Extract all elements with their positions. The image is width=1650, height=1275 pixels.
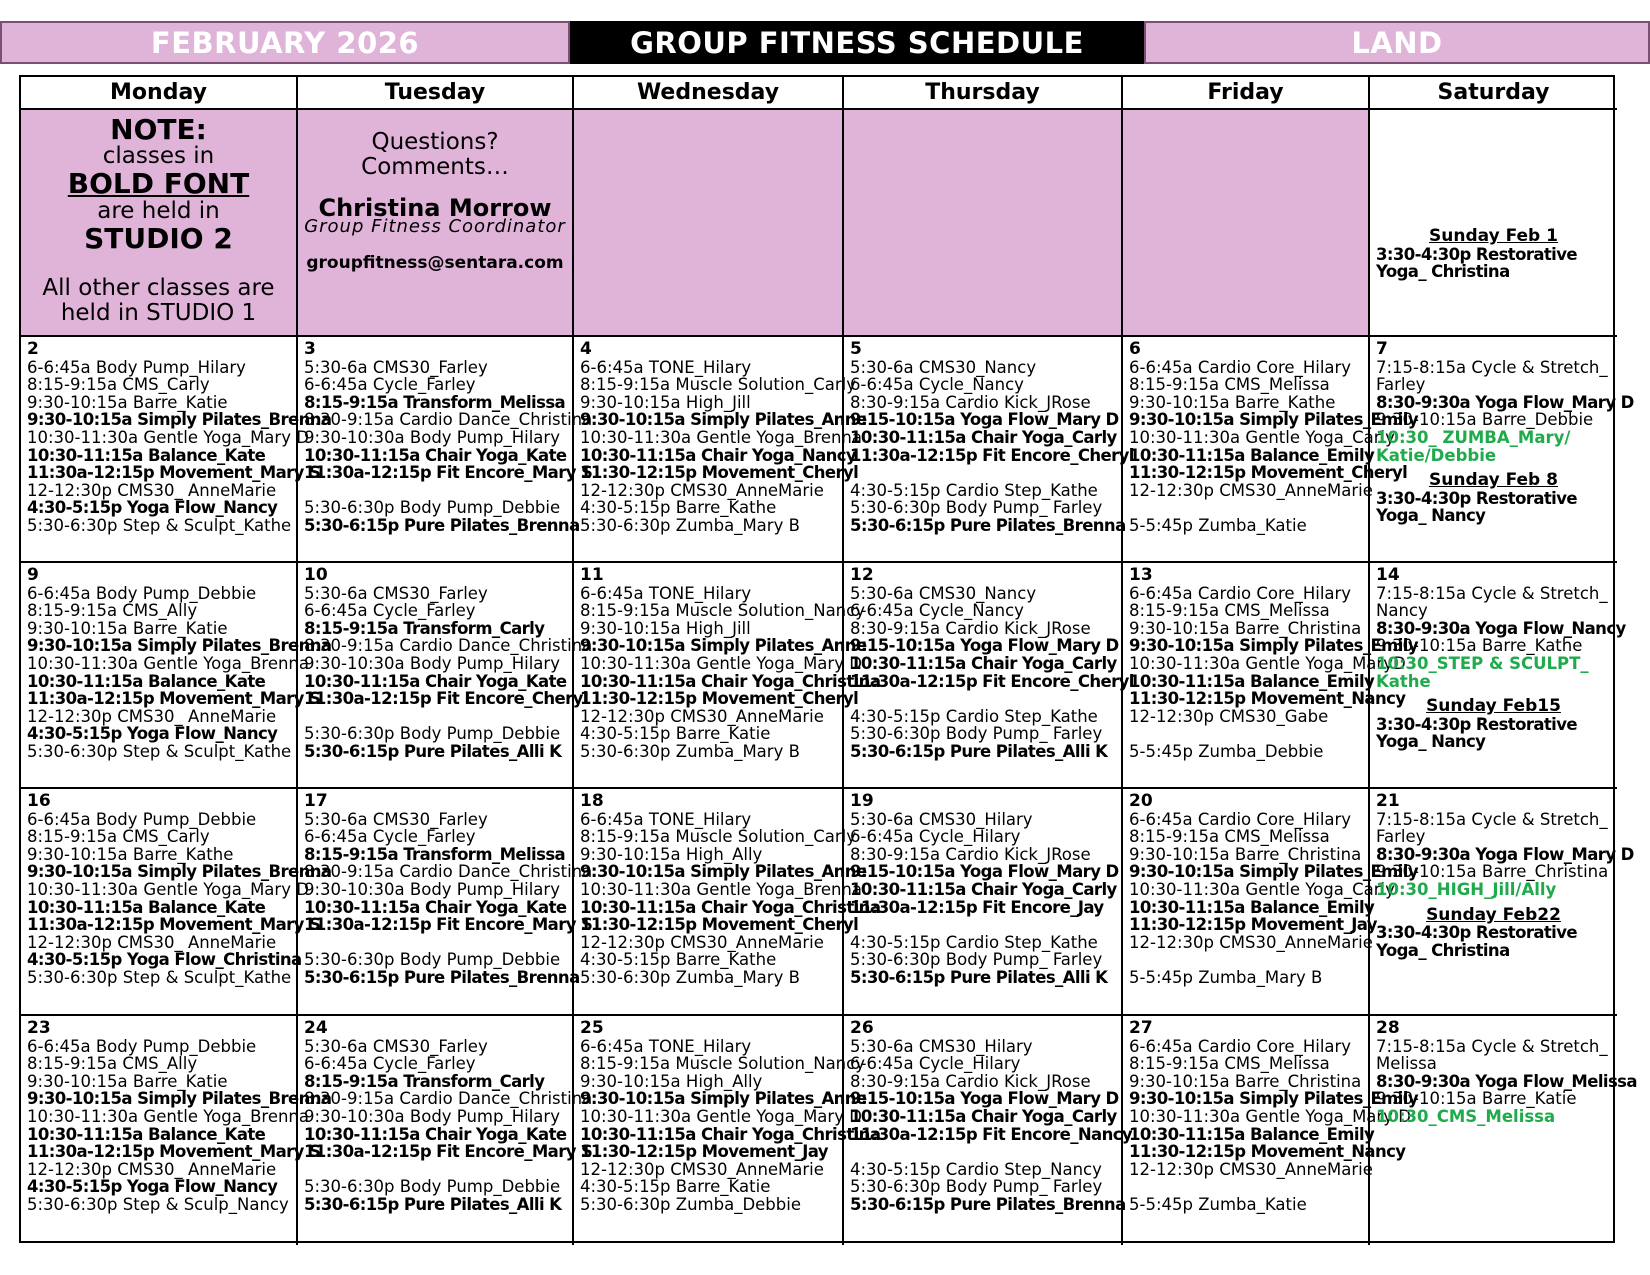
class-entry: 11:30a-12:15p Fit Encore_Mary S: [304, 915, 593, 935]
class-entry: 5:30-6a CMS30_Hilary: [850, 1036, 1033, 1056]
class-entry: 10:30-11:15a Balance_Emily: [1129, 897, 1375, 917]
class-entry: 6-6:45a Cycle_Hilary: [850, 827, 1021, 847]
class-entry: 10:30-11:15a Chair Yoga_Christina: [580, 1124, 881, 1144]
class-entry: 10:30-11:15a Chair Yoga_Christina: [580, 897, 881, 917]
class-entry: 8:30-9:15a Cardio Dance_Christina: [304, 636, 593, 656]
class-entry: 6-6:45a Body Pump_Hilary: [27, 357, 246, 377]
note-bold-font: BOLD FONT: [67, 167, 250, 200]
class-entry: 10:30-11:15a Balance_Emily: [1129, 1124, 1375, 1144]
sunday-heading: Sunday Feb15: [1426, 696, 1561, 717]
class-entry: 11:30-12:15p Movement_Cheryl: [1129, 463, 1408, 483]
class-entry: 5:30-6:30p Step & Sculpt_Kathe: [27, 741, 292, 761]
day-header-saturday: Saturday: [1370, 77, 1617, 110]
class-entry: 8:15-9:15a CMS_Melissa: [1129, 1054, 1330, 1074]
location-banner: LAND: [1144, 21, 1650, 64]
class-entry: 11:30-12:15p Movement_Cheryl: [580, 915, 859, 935]
class-entry: 10:30-11:15a Chair Yoga_Nancy: [580, 445, 857, 465]
class-entry: 5:30-6:30p Body Pump_ Farley: [850, 724, 1103, 744]
spacer: [850, 464, 1115, 482]
class-entry: 6-6:45a Cycle_Nancy: [850, 375, 1024, 395]
class-entry: 9:15-10:15a Yoga Flow_Mary D: [850, 636, 1119, 656]
class-entry: 5:30-6:15p Pure Pilates_Alli K: [850, 741, 1108, 761]
day-header-monday: Monday: [21, 77, 298, 110]
class-entry: 5:30-6:30p Body Pump_Debbie: [304, 498, 561, 518]
sunday-class: 3:30-4:30p Restorative Yoga_ Christina: [1376, 244, 1577, 282]
class-entry: 10:30-11:15a Balance_Kate: [27, 897, 266, 917]
day-cell: [844, 337, 1134, 563]
class-entry: 9:30-10:30a Body Pump_Hilary: [304, 879, 560, 899]
class-entry: 10:30-11:15a Balance_Emily: [1129, 445, 1375, 465]
class-entry: Farley: [1376, 827, 1426, 847]
class-entry: 10:30-11:30a Gentle Yoga_Carly: [1129, 879, 1395, 899]
class-entry: 4:30-5:15p Barre_Katie: [580, 724, 771, 744]
class-entry: 8:15-9:15a CMS_Melissa: [1129, 601, 1330, 621]
class-entry: 8:15-9:15a Muscle Solution_Carly: [580, 827, 856, 847]
day-number: 27: [1129, 1018, 1153, 1038]
day-number: 3: [304, 339, 316, 359]
spacer: [304, 1161, 566, 1179]
class-entry: 11:30-12:15p Movement_Jay: [580, 1142, 828, 1162]
note-line1: classes in: [102, 143, 215, 169]
class-entry: 8:15-9:15a Muscle Solution_Nancy: [580, 601, 865, 621]
class-entry: 10:30_HIGH_Jill/Ally: [1376, 879, 1557, 899]
class-entry: 6-6:45a TONE_Hilary: [580, 583, 752, 603]
class-entry: 4:30-5:15p Barre_Kathe: [580, 950, 777, 970]
sunday-heading: Sunday Feb 8: [1429, 470, 1558, 491]
class-entry: 12-12:30p CMS30_ AnneMarie: [27, 706, 277, 726]
class-entry: 8:15-9:15a Transform_Melissa: [304, 392, 566, 412]
class-entry: 9:30-10:15a Barre_Kathe: [1129, 392, 1336, 412]
class-entry: Kathe: [1376, 671, 1431, 691]
class-entry: 10:30-11:15a Chair Yoga_Carly: [850, 427, 1117, 447]
day-cell: [1370, 337, 1634, 563]
class-entry: 4:30-5:15p Yoga Flow_Nancy: [27, 498, 278, 518]
class-entry: 5:30-6a CMS30_Farley: [304, 583, 488, 603]
class-entry: 5:30-6:30p Step & Sculp_Nancy: [27, 1194, 289, 1214]
class-entry: 4:30-5:15p Barre_Kathe: [580, 498, 777, 518]
sunday-heading: Sunday Feb22: [1426, 904, 1561, 925]
class-entry: 9:30-10:15a Simply Pilates_Emily: [1129, 636, 1419, 656]
class-entry: 9:30-10:15a Barre_Kathe: [27, 844, 234, 864]
class-entry: 9:30-10:30a Body Pump_Hilary: [304, 653, 560, 673]
class-entry: 4:30-5:15p Cardio Step_Kathe: [850, 932, 1098, 952]
class-entry: 5:30-6:30p Step & Sculpt_Kathe: [27, 515, 292, 535]
class-entry: 11:30a-12:15p Fit Encore_Cheryl: [850, 445, 1134, 465]
class-entry: 12-12:30p CMS30_AnneMarie: [1129, 932, 1373, 952]
class-entry: 5:30-6a CMS30_Nancy: [850, 357, 1037, 377]
coordinator-role: Group Fitness Coordinator: [304, 215, 566, 237]
class-entry: 5:30-6:30p Step & Sculpt_Kathe: [27, 967, 292, 987]
class-entry: 5-5:45p Zumba_Katie: [1129, 515, 1307, 535]
class-entry: 10:30-11:30a Gentle Yoga_Mary D: [27, 879, 309, 899]
class-entry: 9:30-10:15a Simply Pilates_Brenna: [27, 636, 332, 656]
sunday-class: 3:30-4:30p Restorative Yoga_ Nancy: [1376, 488, 1577, 526]
day-number: 13: [1129, 565, 1153, 585]
day-header-thursday: Thursday: [844, 77, 1123, 110]
day-number: 18: [580, 791, 604, 811]
day-cell: [21, 337, 332, 563]
empty-cell-friday: [1123, 110, 1370, 337]
class-entry: 5:30-6:15p Pure Pilates_Alli K: [304, 741, 562, 761]
class-entry: 11:30a-12:15p Fit Encore_Mary S: [304, 1142, 593, 1162]
class-entry: 9:30-10:15a Barre_Katie: [27, 618, 228, 638]
class-entry: 11:30a-12:15p Movement_Mary S: [27, 463, 321, 483]
class-entry: 5:30-6:30p Zumba_Mary B: [580, 967, 800, 987]
class-entry: 6-6:45a Cardio Core_Hilary: [1129, 583, 1352, 603]
schedule-grid: [19, 75, 1637, 1243]
day-number: 5: [850, 339, 862, 359]
class-entry: 9:30-10:15a Barre_Katie: [27, 392, 228, 412]
class-entry: 4:30-5:15p Cardio Step_Kathe: [850, 706, 1098, 726]
day-number: 17: [304, 791, 328, 811]
class-entry: Melissa: [1376, 1054, 1437, 1074]
class-entry: 12-12:30p CMS30_AnneMarie: [580, 1159, 824, 1179]
class-entry: 11:30a-12:15p Movement_Mary S: [27, 689, 321, 709]
day-cell: [574, 337, 867, 563]
day-number: 21: [1376, 791, 1400, 811]
day-number: 20: [1129, 791, 1153, 811]
spacer: [1129, 499, 1362, 517]
class-entry: 8:30-9:15a Cardio Dance_Christina: [304, 862, 593, 882]
class-entry: 12-12:30p CMS30_AnneMarie: [580, 932, 824, 952]
class-entry: 6-6:45a Cardio Core_Hilary: [1129, 357, 1352, 377]
class-entry: 8:15-9:15a CMS_Ally: [27, 1054, 198, 1074]
class-entry: 8:15-9:15a CMS_Ally: [27, 601, 198, 621]
class-entry: 6-6:45a Cycle_Farley: [304, 601, 476, 621]
class-entry: 10:30-11:15a Balance_Kate: [27, 671, 266, 691]
class-entry: 8:15-9:15a CMS_Melissa: [1129, 375, 1330, 395]
class-entry: 11:30a-12:15p Fit Encore_Mary S: [304, 463, 593, 483]
class-entry: 5:30-6a CMS30_Farley: [304, 357, 488, 377]
class-entry: 7:15-8:15a Cycle & Stretch_: [1376, 357, 1608, 377]
class-entry: 10:30-11:15a Balance_Kate: [27, 445, 266, 465]
class-entry: 4:30-5:15p Yoga Flow_Nancy: [27, 1177, 278, 1197]
class-entry: 12-12:30p CMS30_AnneMarie: [580, 706, 824, 726]
spacer: [850, 690, 1115, 708]
class-entry: 8:30-9:15a Cardio Kick_JRose: [850, 1071, 1091, 1091]
class-entry: 11:30a-12:15p Movement_Mary S: [27, 1142, 321, 1162]
class-entry: 9:30-10:15a Simply Pilates_Anne: [580, 862, 867, 882]
class-entry: 8:30-9:15a Cardio Kick_JRose: [850, 618, 1091, 638]
class-entry: 10:30_STEP & SCULPT_: [1376, 653, 1589, 673]
day-number: 11: [580, 565, 604, 585]
class-entry: 12-12:30p CMS30_ AnneMarie: [27, 480, 277, 500]
class-entry: 8:30-9:15a Cardio Kick_JRose: [850, 392, 1091, 412]
class-entry: 8:15-9:15a Muscle Solution_Carly: [580, 375, 856, 395]
class-entry: 6-6:45a TONE_Hilary: [580, 1036, 752, 1056]
month-banner: FEBRUARY 2026: [0, 21, 570, 64]
class-entry: 9:30-10:15a Barre_Debbie: [1376, 410, 1594, 430]
class-entry: 9:30-10:15a High_Ally: [580, 844, 763, 864]
class-entry: 5-5:45p Zumba_Debbie: [1129, 741, 1324, 761]
class-entry: 12-12:30p CMS30_Gabe: [1129, 706, 1329, 726]
class-entry: 9:30-10:15a Barre_Christina: [1129, 618, 1362, 638]
empty-cell-wednesday: [574, 110, 844, 337]
class-entry: 5:30-6:30p Body Pump_Debbie: [304, 724, 561, 744]
class-entry: 10:30-11:30a Gentle Yoga_Mary D: [580, 653, 862, 673]
class-entry: 10:30-11:30a Gentle Yoga_Brenna: [580, 879, 862, 899]
class-entry: 5:30-6:30p Body Pump_Debbie: [304, 1177, 561, 1197]
day-number: 7: [1376, 339, 1388, 359]
day-cell: [844, 1016, 1133, 1245]
spacer: [304, 934, 566, 952]
class-entry: 4:30-5:15p Yoga Flow_Nancy: [27, 724, 278, 744]
class-entry: 9:30-10:15a Barre_Katie: [27, 1071, 228, 1091]
day-number: 2: [27, 339, 39, 359]
class-entry: 10:30-11:30a Gentle Yoga_Carly: [1129, 427, 1395, 447]
class-entry: 6-6:45a Cycle_Farley: [304, 827, 476, 847]
class-entry: 6-6:45a TONE_Hilary: [580, 809, 752, 829]
class-entry: 4:30-5:15p Cardio Step_Nancy: [850, 1159, 1102, 1179]
class-entry: 10:30-11:15a Chair Yoga_Carly: [850, 653, 1117, 673]
class-entry: 12-12:30p CMS30_ AnneMarie: [27, 1159, 277, 1179]
coordinator-name: Christina Morrow: [318, 194, 552, 222]
class-entry: 5:30-6:15p Pure Pilates_Brenna: [304, 515, 580, 535]
class-entry: 6-6:45a Body Pump_Debbie: [27, 1036, 257, 1056]
class-entry: 5:30-6:30p Zumba_Mary B: [580, 741, 800, 761]
class-entry: 8:15-9:15a Transform_Melissa: [304, 844, 566, 864]
class-entry: 5:30-6:30p Body Pump_ Farley: [850, 950, 1103, 970]
class-entry: Farley: [1376, 375, 1426, 395]
class-entry: 9:30-10:15a High_Jill: [580, 392, 751, 412]
class-entry: 5-5:45p Zumba_Katie: [1129, 1194, 1307, 1214]
day-number: 4: [580, 339, 592, 359]
contact-info: [298, 110, 574, 337]
class-entry: 7:15-8:15a Cycle & Stretch_: [1376, 809, 1608, 829]
day-number: 28: [1376, 1018, 1400, 1038]
class-entry: 5:30-6:30p Zumba_Debbie: [580, 1194, 801, 1214]
class-entry: 8:30-9:30a Yoga Flow_Nancy: [1376, 618, 1626, 638]
class-entry: 9:30-10:15a High_Jill: [580, 618, 751, 638]
class-entry: 9:30-10:15a Simply Pilates_Anne: [580, 1089, 867, 1109]
class-entry: 5:30-6:15p Pure Pilates_Alli K: [304, 1194, 562, 1214]
class-entry: 9:30-10:15a Simply Pilates_Emily: [1129, 410, 1419, 430]
class-entry: 9:15-10:15a Yoga Flow_Mary D: [850, 1089, 1119, 1109]
sunday-class: 3:30-4:30p Restorative Yoga_ Nancy: [1376, 714, 1577, 752]
class-entry: 11:30a-12:15p Fit Encore_Jay: [850, 897, 1104, 917]
class-entry: 8:15-9:15a Transform_Carly: [304, 618, 545, 638]
day-cell: [21, 563, 332, 789]
class-entry: 8:30-9:15a Cardio Dance_Christina: [304, 1089, 593, 1109]
class-entry: 8:15-9:15a Muscle Solution_Nancy: [580, 1054, 865, 1074]
class-entry: 10:30-11:30a Gentle Yoga_MaryD: [1129, 653, 1406, 673]
sunday-heading: Sunday Feb 1: [1429, 226, 1558, 246]
class-entry: 5:30-6:30p Body Pump_ Farley: [850, 1177, 1103, 1197]
day-header-tuesday: Tuesday: [298, 77, 574, 110]
day-cell: [298, 337, 593, 563]
class-entry: 9:30-10:15a Simply Pilates_Emily: [1129, 1089, 1419, 1109]
class-entry: 10:30-11:15a Balance_Emily: [1129, 671, 1375, 691]
class-entry: 5:30-6:30p Body Pump_Debbie: [304, 950, 561, 970]
class-entry: 6-6:45a Cycle_Hilary: [850, 1054, 1021, 1074]
class-entry: 9:30-10:15a Simply Pilates_Anne: [580, 410, 867, 430]
class-entry: 9:15-10:15a Yoga Flow_Mary D: [850, 410, 1119, 430]
class-entry: 11:30-12:15p Movement_Nancy: [1129, 689, 1406, 709]
class-entry: 9:30-10:15a Barre_Katie: [1376, 1089, 1577, 1109]
class-entry: 10:30-11:15a Chair Yoga_Christina: [580, 671, 881, 691]
day-cell: [1370, 563, 1626, 789]
class-entry: 9:30-10:15a High_Ally: [580, 1071, 763, 1091]
class-entry: 9:30-10:15a Simply Pilates_Brenna: [27, 1089, 332, 1109]
class-entry: 10:30-11:15a Chair Yoga_Carly: [850, 879, 1117, 899]
day-cell: [298, 563, 593, 789]
class-entry: 11:30a-12:15p Movement_Mary S: [27, 915, 321, 935]
day-number: 6: [1129, 339, 1141, 359]
day-number: 9: [27, 565, 39, 585]
class-entry: 10:30-11:15a Chair Yoga_Kate: [304, 445, 567, 465]
class-entry: 10:30-11:30a Gentle Yoga_Brenna: [580, 427, 862, 447]
class-entry: 6-6:45a Cycle_Farley: [304, 1054, 476, 1074]
day-number: 10: [304, 565, 328, 585]
class-entry: 11:30-12:15p Movement_Cheryl: [580, 689, 859, 709]
class-entry: 9:30-10:30a Body Pump_Hilary: [304, 1106, 560, 1126]
class-entry: 6-6:45a Cycle_Farley: [304, 375, 476, 395]
class-entry: 5:30-6:30p Zumba_Mary B: [580, 515, 800, 535]
day-number: 26: [850, 1018, 874, 1038]
class-entry: 8:30-9:15a Cardio Dance_Christina: [304, 410, 593, 430]
day-cell: [574, 563, 881, 789]
class-entry: 8:15-9:15a CMS_Carly: [27, 375, 210, 395]
class-entry: 11:30a-12:15p Fit Encore_Nancy: [850, 1124, 1133, 1144]
class-entry: 10:30-11:30a Gentle Yoga_Brenna: [27, 653, 309, 673]
spacer: [850, 1143, 1115, 1161]
class-entry: 6-6:45a Body Pump_Debbie: [27, 583, 257, 603]
schedule-title: GROUP FITNESS SCHEDULE: [570, 21, 1144, 64]
spacer: [850, 916, 1115, 934]
class-entry: 9:30-10:15a Simply Pilates_Brenna: [27, 862, 332, 882]
class-entry: 8:15-9:15a CMS_Melissa: [1129, 827, 1330, 847]
note-line2: are held in: [97, 198, 220, 224]
day-cell: [1370, 1016, 1637, 1245]
note-title: NOTE:: [110, 113, 207, 146]
class-entry: 12-12:30p CMS30_AnneMarie: [580, 480, 824, 500]
class-entry: Nancy: [1376, 601, 1428, 621]
class-entry: 11:30-12:15p Movement_Jay: [1129, 915, 1377, 935]
spacer: [1129, 1178, 1362, 1196]
class-entry: 7:15-8:15a Cycle & Stretch_: [1376, 1036, 1608, 1056]
class-entry: 10:30-11:30a Gentle Yoga_Mary D: [580, 1106, 862, 1126]
class-entry: 4:30-5:15p Yoga Flow_Christina: [27, 950, 302, 970]
class-entry: 8:30-9:15a Cardio Kick_JRose: [850, 844, 1091, 864]
class-entry: 10:30-11:30a Gentle Yoga_Brenna: [27, 1106, 309, 1126]
class-entry: 9:30-10:15a Barre_Christina: [1129, 1071, 1362, 1091]
class-entry: 10:30-11:15a Balance_Kate: [27, 1124, 266, 1144]
note-studio2: STUDIO 2: [84, 222, 233, 255]
day-number: 19: [850, 791, 874, 811]
day-cell: [1370, 789, 1634, 1016]
class-entry: 5-5:45p Zumba_Mary B: [1129, 967, 1323, 987]
class-entry: 11:30a-12:15p Fit Encore_Cheryl: [850, 671, 1134, 691]
class-entry: 10:30_CMS_Melissa: [1376, 1106, 1556, 1126]
spacer: [1129, 725, 1362, 743]
class-entry: 9:30-10:15a Barre_Kathe: [1376, 636, 1583, 656]
first-sunday-cell: [1370, 110, 1617, 337]
class-entry: 10:30-11:15a Chair Yoga_Kate: [304, 671, 567, 691]
class-entry: 8:15-9:15a Transform_Carly: [304, 1071, 545, 1091]
day-number: 14: [1376, 565, 1400, 585]
class-entry: 8:30-9:30a Yoga Flow_Melissa: [1376, 1071, 1637, 1091]
class-entry: 9:30-10:15a Barre_Christina: [1129, 844, 1362, 864]
spacer: [1129, 951, 1362, 969]
day-number: 25: [580, 1018, 604, 1038]
class-entry: 12-12:30p CMS30_AnneMarie: [1129, 480, 1373, 500]
class-entry: 9:15-10:15a Yoga Flow_Mary D: [850, 862, 1119, 882]
class-entry: 6-6:45a Cardio Core_Hilary: [1129, 809, 1352, 829]
class-entry: 10:30-11:30a Gentle Yoga_Mary D: [27, 427, 309, 447]
class-entry: 5:30-6a CMS30_Nancy: [850, 583, 1037, 603]
class-entry: Katie/Debbie: [1376, 445, 1497, 465]
day-cell: [844, 789, 1123, 1016]
class-entry: 5:30-6:15p Pure Pilates_Brenna: [850, 515, 1126, 535]
class-entry: 10:30_ ZUMBA_Mary/: [1376, 427, 1571, 447]
day-number: 12: [850, 565, 874, 585]
class-entry: 12-12:30p CMS30_AnneMarie: [1129, 1159, 1373, 1179]
class-entry: 12-12:30p CMS30_ AnneMarie: [27, 932, 277, 952]
contact-question: Questions? Comments…: [361, 129, 509, 180]
class-entry: 9:30-10:15a Simply Pilates_Brenna: [27, 410, 332, 430]
class-entry: 11:30-12:15p Movement_Cheryl: [580, 463, 859, 483]
note-other-classes: All other classes are held in STUDIO 1: [42, 275, 275, 326]
class-entry: 6-6:45a Cardio Core_Hilary: [1129, 1036, 1352, 1056]
class-entry: 6-6:45a Cycle_Nancy: [850, 601, 1024, 621]
class-entry: 8:30-9:30a Yoga Flow_Mary D: [1376, 844, 1634, 864]
day-number: 24: [304, 1018, 328, 1038]
class-entry: 10:30-11:15a Chair Yoga_Kate: [304, 897, 567, 917]
class-entry: 7:15-8:15a Cycle & Stretch_: [1376, 583, 1608, 603]
day-cell: [844, 563, 1134, 789]
class-entry: 10:30-11:15a Chair Yoga_Kate: [304, 1124, 567, 1144]
class-entry: 8:30-9:30a Yoga Flow_Mary D: [1376, 392, 1634, 412]
class-entry: 5:30-6:15p Pure Pilates_Alli K: [850, 967, 1108, 987]
sunday-class: 3:30-4:30p Restorative Yoga_ Christina: [1376, 923, 1577, 960]
class-entry: 9:30-10:15a Simply Pilates_Anne: [580, 636, 867, 656]
class-entry: 6-6:45a Body Pump_Debbie: [27, 809, 257, 829]
class-entry: 11:30-12:15p Movement_Nancy: [1129, 1142, 1406, 1162]
day-header-friday: Friday: [1123, 77, 1370, 110]
class-entry: 9:30-10:15a Barre_Christina: [1376, 862, 1609, 882]
spacer: [304, 708, 566, 726]
class-entry: 4:30-5:15p Barre_Katie: [580, 1177, 771, 1197]
studio-note: [21, 110, 298, 337]
day-number: 23: [27, 1018, 51, 1038]
class-entry: 9:30-10:15a Simply Pilates_Emily: [1129, 862, 1419, 882]
class-entry: 8:15-9:15a CMS_Carly: [27, 827, 210, 847]
class-entry: 5:30-6:15p Pure Pilates_Brenna: [304, 967, 580, 987]
spacer: [304, 482, 566, 500]
day-number: 16: [27, 791, 51, 811]
empty-cell-thursday: [844, 110, 1123, 337]
class-entry: 6-6:45a TONE_Hilary: [580, 357, 752, 377]
class-entry: 10:30-11:30a Gentle Yoga_Mary D: [1129, 1106, 1411, 1126]
class-entry: 5:30-6a CMS30_Farley: [304, 1036, 488, 1056]
day-header-wednesday: Wednesday: [574, 77, 844, 110]
class-entry: 9:30-10:30a Body Pump_Hilary: [304, 427, 560, 447]
class-entry: 5:30-6a CMS30_Hilary: [850, 809, 1033, 829]
class-entry: 5:30-6:15p Pure Pilates_Brenna: [850, 1194, 1126, 1214]
class-entry: 5:30-6:30p Body Pump_ Farley: [850, 498, 1103, 518]
class-entry: 4:30-5:15p Cardio Step_Kathe: [850, 480, 1098, 500]
class-entry: 5:30-6a CMS30_Farley: [304, 809, 488, 829]
class-entry: 11:30a-12:15p Fit Encore_Cheryl: [304, 689, 588, 709]
class-entry: 10:30-11:15a Chair Yoga_Carly: [850, 1106, 1117, 1126]
contact-email[interactable]: groupfitness@sentara.com: [306, 253, 564, 274]
